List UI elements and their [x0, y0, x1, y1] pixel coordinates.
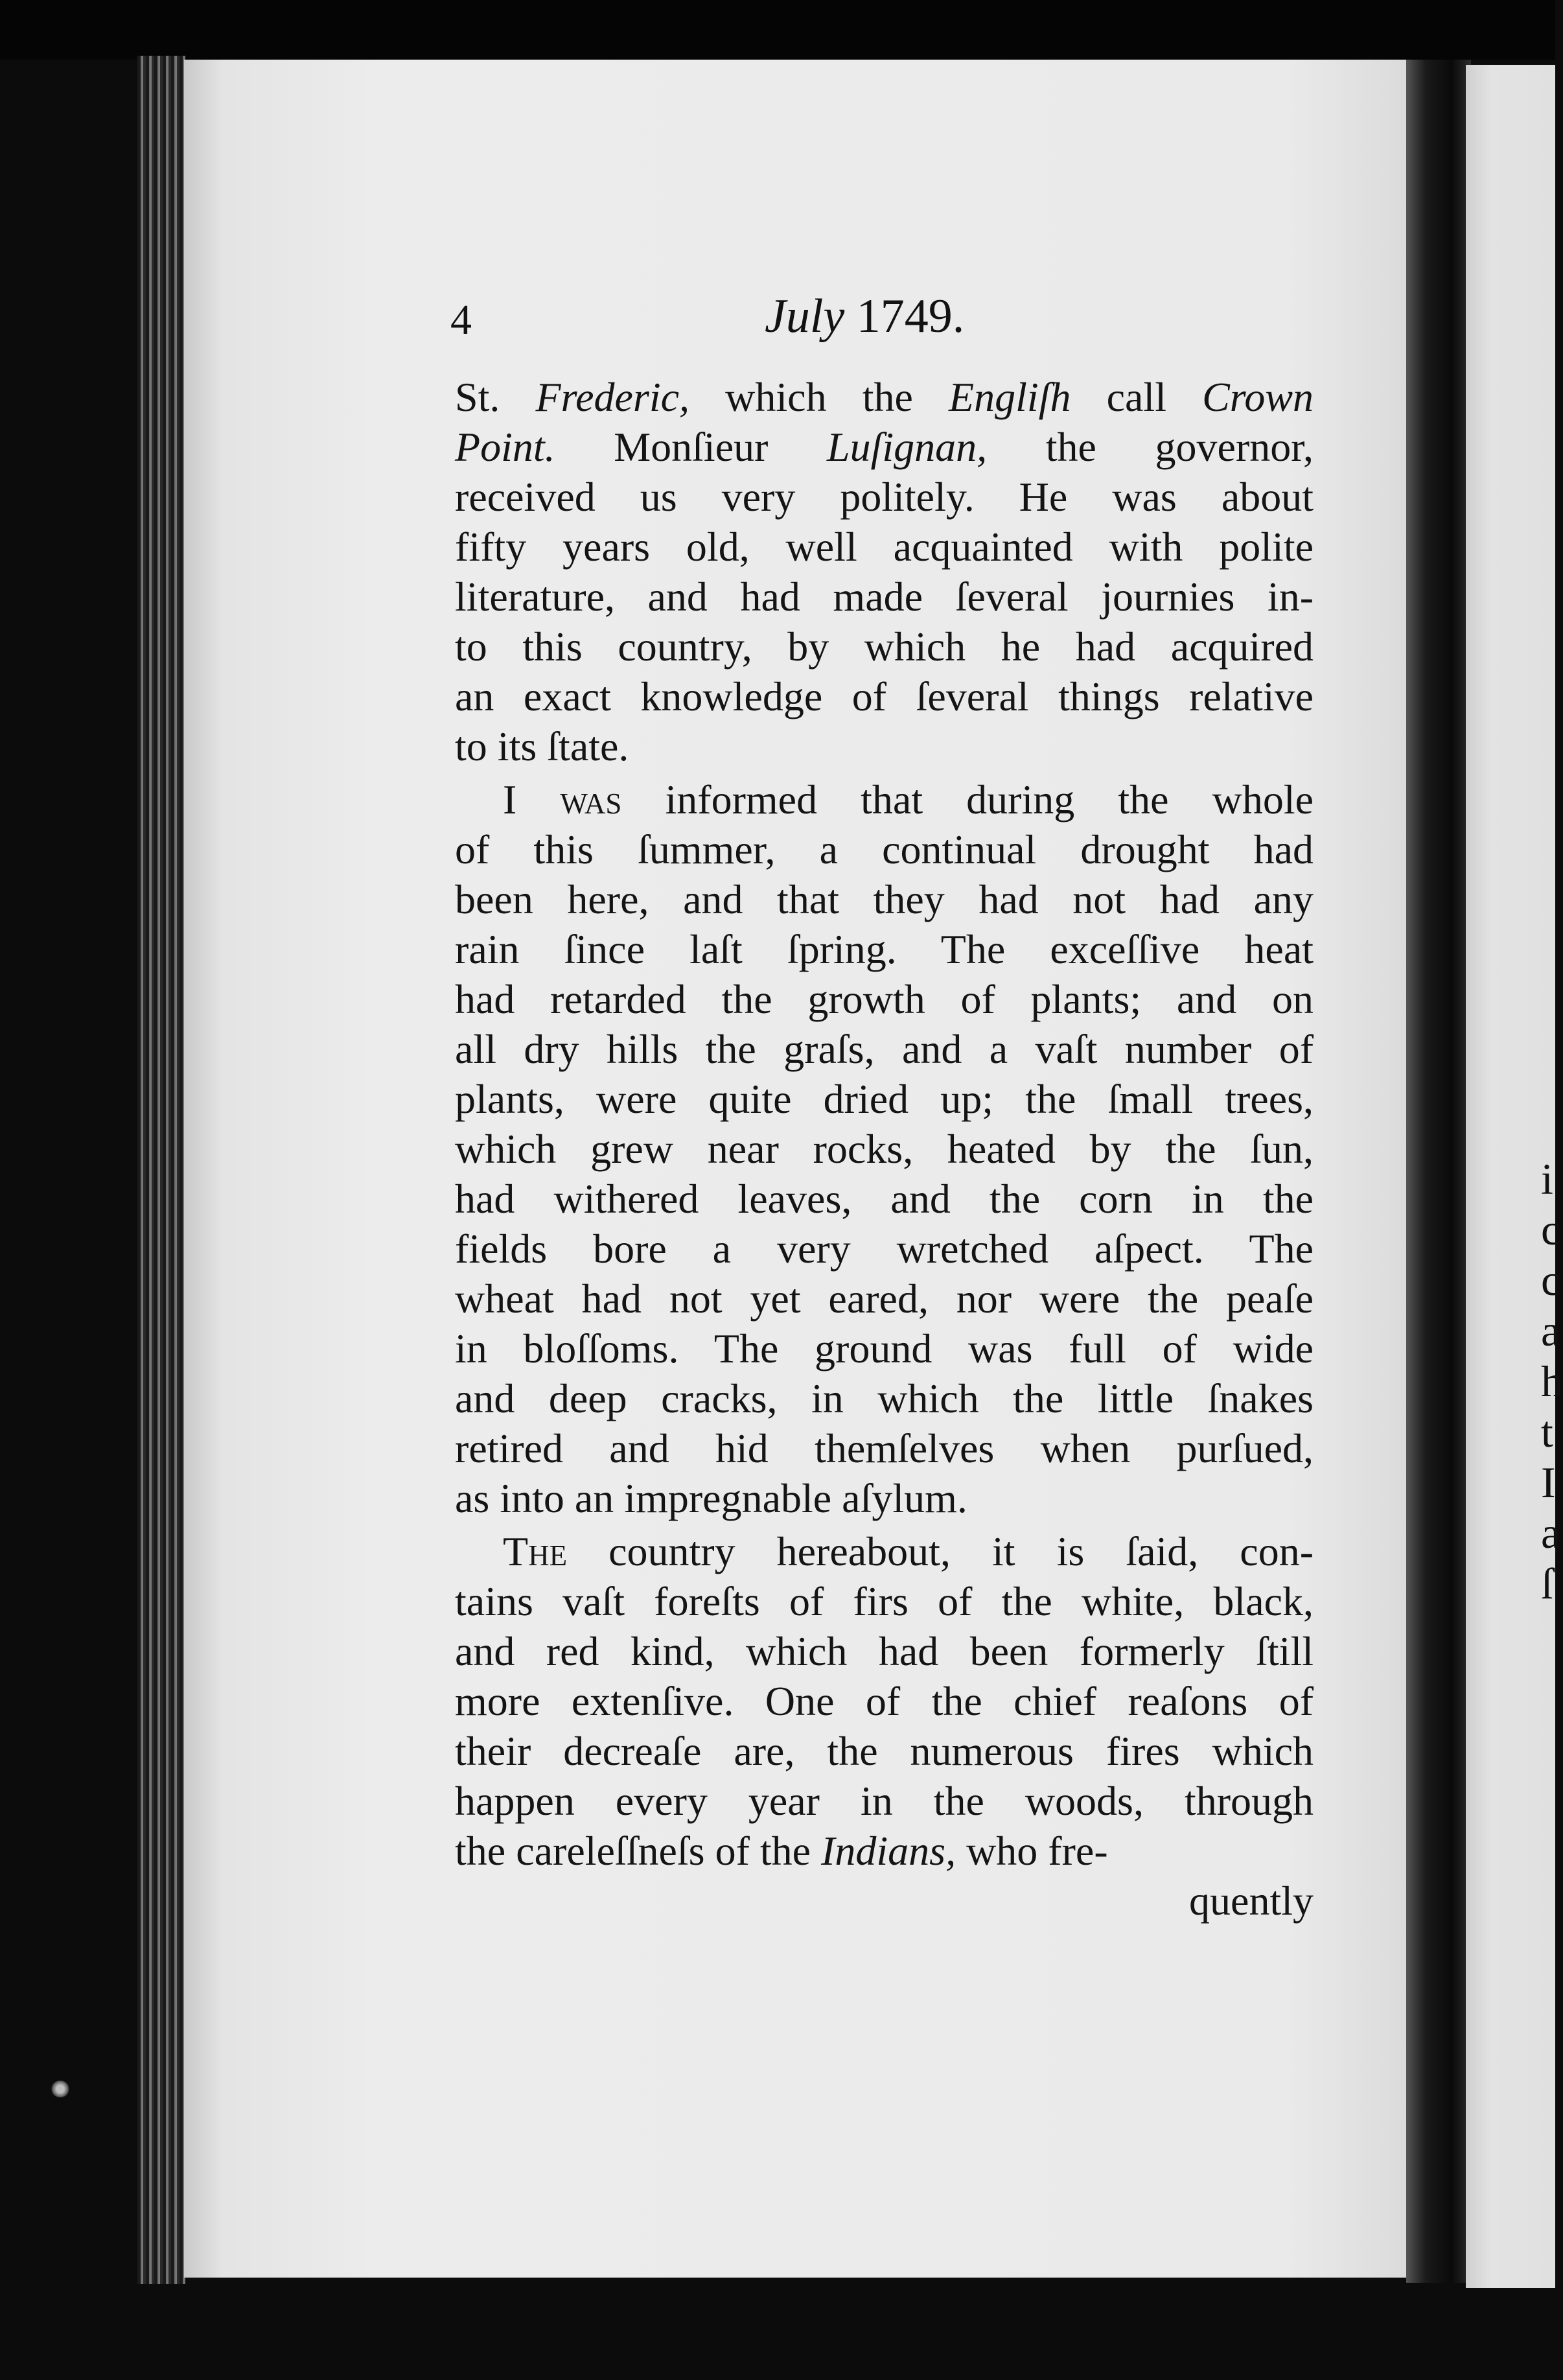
running-head: [450, 289, 1319, 360]
book-spine: [1406, 60, 1471, 2283]
text-line: and deep cracks, in which the little ſnakes: [455, 1375, 1314, 1421]
running-title-year: 1749.: [856, 290, 965, 343]
text-line: had withered leaves, and the corn in the: [455, 1176, 1314, 1222]
text-line: to its ſtate.: [455, 723, 629, 769]
scan-background: [0, 0, 1555, 60]
text-line: of this ſummer, a continual drought had: [455, 826, 1314, 872]
running-title: [765, 289, 964, 344]
text-line: in bloſſoms. The ground was full of wide: [455, 1325, 1314, 1371]
text-line: the careleſſneſs of the Indians, who fre-: [455, 1828, 1108, 1874]
italic-text: Indians,: [821, 1828, 956, 1874]
text-line: plants, were quite dried up; the ſmall trees,: [455, 1076, 1314, 1122]
text-line: more extenſive. One of the chief reaſons of: [455, 1678, 1314, 1724]
facing-page-letter: a: [1541, 1508, 1561, 1558]
text-line: to this country, by which he had acquired: [455, 624, 1314, 670]
facing-page-letter: c: [1541, 1255, 1561, 1305]
facing-page-letter: ſ: [1541, 1559, 1553, 1608]
text-line: which grew near rocks, heated by the ſun,: [455, 1126, 1314, 1172]
text-line: been here, and that they had not had any: [455, 876, 1314, 922]
text-line: St. Frederic, which the Engliſh call Crown: [455, 374, 1314, 420]
text-line: I was informed that during the whole: [503, 776, 1314, 822]
page-edges: [137, 56, 185, 2284]
small-caps-text: The: [503, 1528, 568, 1574]
facing-page-letter: c: [1541, 1205, 1561, 1254]
facing-page-letters: [1541, 1154, 1563, 1609]
text-line: The country hereabout, it is ſaid, con-: [503, 1528, 1314, 1574]
text-line: retired and hid themſelves when purſued,: [455, 1425, 1314, 1471]
catchword: quently: [1189, 1878, 1314, 1924]
text-line: all dry hills the graſs, and a vaſt number of: [455, 1026, 1314, 1072]
facing-page-letter: i: [1541, 1154, 1553, 1204]
italic-text: Frederic,: [535, 374, 690, 420]
text-line: rain ſince laſt ſpring. The exceſſive heat: [455, 926, 1314, 972]
italic-text: Point.: [455, 424, 555, 470]
facing-page-letter: h: [1541, 1357, 1563, 1406]
text-line: wheat had not yet eared, nor were the peaſe: [455, 1276, 1314, 1322]
text-line: happen every year in the woods, through: [455, 1778, 1314, 1824]
italic-text: Engliſh: [949, 374, 1071, 420]
facing-page-letter: t: [1541, 1407, 1553, 1456]
italic-text: Luſignan,: [827, 424, 988, 470]
text-line: fields bore a very wretched aſpect. The: [455, 1226, 1314, 1272]
facing-page-letter: a: [1541, 1306, 1561, 1355]
running-title-month: July: [765, 290, 845, 343]
text-line: and red kind, which had been formerly ſtill: [455, 1628, 1314, 1674]
text-line: their decreaſe are, the numerous fires which: [455, 1728, 1314, 1774]
text-line: Point. Monſieur Luſignan, the governor,: [455, 424, 1314, 470]
scan-smudge: [51, 2081, 70, 2097]
small-caps-text: was: [560, 776, 622, 822]
text-line: literature, and had made ſeveral journies in-: [455, 574, 1314, 620]
body-text: [455, 372, 1314, 1926]
italic-text: Crown: [1202, 374, 1314, 420]
text-line: had retarded the growth of plants; and on: [455, 976, 1314, 1022]
page-number: 4: [450, 296, 472, 344]
text-line: tains vaſt foreſts of firs of the white, black,: [455, 1578, 1314, 1624]
facing-page-letter: I: [1541, 1458, 1556, 1507]
text-line: received us very politely. He was about: [455, 474, 1314, 520]
text-line: an exact knowledge of ſeveral things relative: [455, 673, 1314, 719]
text-line: as into an impregnable aſylum.: [455, 1475, 967, 1521]
text-line: fifty years old, well acquainted with polite: [455, 524, 1314, 570]
